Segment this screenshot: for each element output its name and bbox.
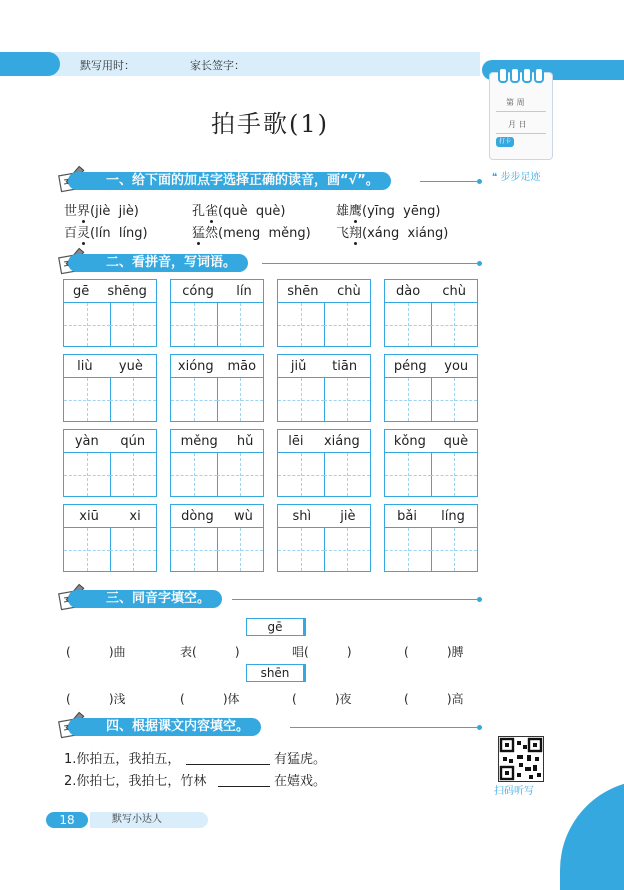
- pinyin-syllable: xióng: [177, 358, 214, 374]
- character-cell[interactable]: [324, 378, 370, 421]
- pinyin-row: [278, 430, 370, 453]
- pinyin-syllable: jiè: [340, 508, 356, 524]
- footer-book-title: 默写小达人: [90, 812, 208, 828]
- character-cell[interactable]: [171, 528, 218, 571]
- section-title-3: 三、同音字填空。: [68, 590, 222, 608]
- option-world: 世界(jiè jiè): [64, 200, 139, 219]
- character-cell[interactable]: [431, 303, 477, 346]
- pinyin-syllable: qún: [120, 433, 146, 449]
- character-cell[interactable]: [278, 453, 325, 496]
- word-writing-box: [384, 429, 478, 497]
- character-cell[interactable]: [110, 378, 156, 421]
- character-cell[interactable]: [385, 528, 432, 571]
- fill-blank[interactable]: ( )夜: [292, 692, 352, 706]
- calendar-ring-icon: [522, 67, 532, 83]
- recite-line-1b: 有猛虎。: [274, 752, 327, 767]
- character-cells: [171, 453, 263, 496]
- pinyin-syllable: xiū: [79, 508, 99, 524]
- option-lark: 百灵(lín líng): [64, 222, 148, 241]
- recite-line-2b: 在嬉戏。: [274, 774, 327, 789]
- word-writing-box: [277, 504, 371, 572]
- calendar-ring-icon: [534, 67, 544, 83]
- pinyin-syllable: jiǔ: [290, 358, 307, 374]
- pinyin-syllable: tiān: [332, 358, 358, 374]
- pinyin-row: [385, 505, 477, 528]
- fill-blank[interactable]: ( )高: [404, 692, 464, 706]
- pinyin-box-ge: gē: [246, 618, 304, 636]
- pinyin-row: [171, 430, 263, 453]
- word-writing-box: [63, 279, 157, 347]
- character-cell[interactable]: [64, 303, 111, 346]
- fill-blank[interactable]: 唱( ): [292, 645, 352, 659]
- character-cell[interactable]: [171, 378, 218, 421]
- pinyin-syllable: yàn: [74, 433, 99, 449]
- pinyin-syllable: bǎi: [397, 508, 417, 524]
- fill-blank[interactable]: ( )浅: [66, 692, 126, 706]
- character-cell[interactable]: [431, 528, 477, 571]
- character-cells: [64, 453, 156, 496]
- pinyin-syllable: chù: [442, 283, 466, 299]
- character-cell[interactable]: [217, 378, 263, 421]
- character-cell[interactable]: [324, 528, 370, 571]
- pinyin-row: [278, 505, 370, 528]
- pinyin-syllable: you: [444, 358, 469, 374]
- word-writing-box: [277, 279, 371, 347]
- pinyin-syllable: shì: [292, 508, 312, 524]
- fill-blank[interactable]: ( )膊: [404, 645, 464, 659]
- qr-code-icon[interactable]: [498, 736, 544, 782]
- pinyin-syllable: péng: [393, 358, 427, 374]
- character-cell[interactable]: [64, 378, 111, 421]
- pinyin-row: [278, 355, 370, 378]
- character-cell[interactable]: [171, 303, 218, 346]
- character-cells: [278, 453, 370, 496]
- pinyin-syllable: měng: [180, 433, 218, 449]
- pinyin-row: [171, 505, 263, 528]
- character-cells: [64, 303, 156, 346]
- page-number: 18: [46, 812, 88, 828]
- character-cells: [64, 528, 156, 571]
- fill-blank[interactable]: 表( ): [180, 645, 240, 659]
- header-band-accent: [0, 52, 60, 76]
- word-writing-box: [170, 429, 264, 497]
- character-cells: [385, 378, 477, 421]
- character-cell[interactable]: [278, 303, 325, 346]
- character-cell[interactable]: [110, 303, 156, 346]
- pinyin-row: [385, 280, 477, 303]
- qr-label: 扫码听写: [494, 786, 534, 797]
- pinyin-row: [385, 355, 477, 378]
- character-cells: [171, 303, 263, 346]
- pinyin-syllable: hǔ: [236, 433, 254, 449]
- pinyin-row: [64, 505, 156, 528]
- section-title-2: 二、看拼音，写词语。: [68, 254, 248, 272]
- pinyin-syllable: kǒng: [393, 433, 426, 449]
- character-cell[interactable]: [431, 453, 477, 496]
- recite-line-1a: 1.你拍五，我拍五，: [64, 752, 181, 767]
- word-writing-box: [170, 354, 264, 422]
- pinyin-syllable: cóng: [182, 283, 214, 299]
- fill-blank[interactable]: ( )体: [180, 692, 240, 706]
- pinyin-syllable: lēi: [288, 433, 304, 449]
- word-writing-box: [170, 504, 264, 572]
- character-cell[interactable]: [385, 303, 432, 346]
- word-writing-box: [277, 354, 371, 422]
- character-cell[interactable]: [110, 528, 156, 571]
- character-cell[interactable]: [324, 303, 370, 346]
- character-cells: [171, 528, 263, 571]
- pinyin-syllable: shēn: [287, 283, 319, 299]
- pinyin-syllable: liù: [77, 358, 93, 374]
- pinyin-box-shen: shēn: [246, 664, 304, 682]
- sign-label: 家长签字：: [190, 59, 245, 72]
- word-writing-box: [170, 279, 264, 347]
- time-label: 默写用时：: [80, 59, 135, 72]
- pinyin-syllable: wù: [234, 508, 253, 524]
- pinyin-syllable: xiáng: [323, 433, 360, 449]
- pinyin-syllable: māo: [227, 358, 257, 374]
- pinyin-row: [64, 355, 156, 378]
- pinyin-syllable: líng: [441, 508, 465, 524]
- word-writing-box: [63, 504, 157, 572]
- character-cell[interactable]: [171, 453, 218, 496]
- pinyin-syllable: dào: [396, 283, 421, 299]
- character-cell[interactable]: [278, 528, 325, 571]
- section-title-1: 一、给下面的加点字选择正确的读音，画“√”。: [68, 172, 391, 190]
- character-cell[interactable]: [64, 528, 111, 571]
- calendar-week: 第 周: [506, 98, 525, 107]
- recite-line-2a: 2.你拍七，我拍七，竹林: [64, 774, 207, 789]
- character-cell[interactable]: [278, 378, 325, 421]
- pinyin-syllable: chù: [337, 283, 361, 299]
- character-cell[interactable]: [431, 378, 477, 421]
- character-cells: [385, 453, 477, 496]
- pinyin-row: [64, 280, 156, 303]
- calendar-ring-icon: [498, 67, 508, 83]
- option-soar: 飞翔(xáng xiáng): [336, 222, 448, 241]
- character-cell[interactable]: [217, 303, 263, 346]
- character-cells: [171, 378, 263, 421]
- word-writing-box: [277, 429, 371, 497]
- character-cells: [278, 303, 370, 346]
- word-writing-box: [63, 354, 157, 422]
- pinyin-row: [385, 430, 477, 453]
- character-cells: [278, 378, 370, 421]
- calendar-date: 月 日: [508, 120, 527, 129]
- character-cells: [278, 528, 370, 571]
- fill-blank[interactable]: ( )曲: [66, 645, 126, 659]
- option-suddenly: 猛然(meng měng): [192, 222, 311, 241]
- character-cells: [64, 378, 156, 421]
- word-writing-box: [384, 279, 478, 347]
- page-title: 拍手歌(1): [211, 110, 329, 138]
- pinyin-row: [64, 430, 156, 453]
- pinyin-syllable: shēng: [107, 283, 147, 299]
- corner-decoration: [560, 780, 624, 890]
- steps-label: ❝ 步步足迹: [492, 172, 541, 183]
- character-cell[interactable]: [385, 453, 432, 496]
- pinyin-row: [171, 280, 263, 303]
- answer-blank[interactable]: [218, 786, 270, 787]
- footprint-icon: ❝: [492, 172, 501, 183]
- pinyin-syllable: yuè: [118, 358, 143, 374]
- pinyin-syllable: dòng: [181, 508, 214, 524]
- character-cell[interactable]: [385, 378, 432, 421]
- option-peacock: 孔雀(què què): [192, 200, 285, 219]
- pinyin-syllable: què: [443, 433, 469, 449]
- option-eagle: 雄鹰(yīng yēng): [336, 200, 440, 219]
- character-cell[interactable]: [64, 453, 111, 496]
- character-cell[interactable]: [110, 453, 156, 496]
- character-cell[interactable]: [217, 453, 263, 496]
- checkin-badge: 打卡: [496, 137, 514, 147]
- word-writing-box: [63, 429, 157, 497]
- pinyin-syllable: gē: [73, 283, 90, 299]
- pinyin-syllable: lín: [236, 283, 252, 299]
- section-title-4: 四、根据课文内容填空。: [68, 718, 261, 736]
- calendar-ring-icon: [510, 67, 520, 83]
- character-cells: [385, 303, 477, 346]
- pinyin-row: [171, 355, 263, 378]
- pinyin-syllable: xi: [129, 508, 141, 524]
- answer-blank[interactable]: [186, 764, 270, 765]
- character-cells: [385, 528, 477, 571]
- character-cell[interactable]: [324, 453, 370, 496]
- character-cell[interactable]: [217, 528, 263, 571]
- pinyin-row: [278, 280, 370, 303]
- word-writing-box: [384, 504, 478, 572]
- word-writing-box: [384, 354, 478, 422]
